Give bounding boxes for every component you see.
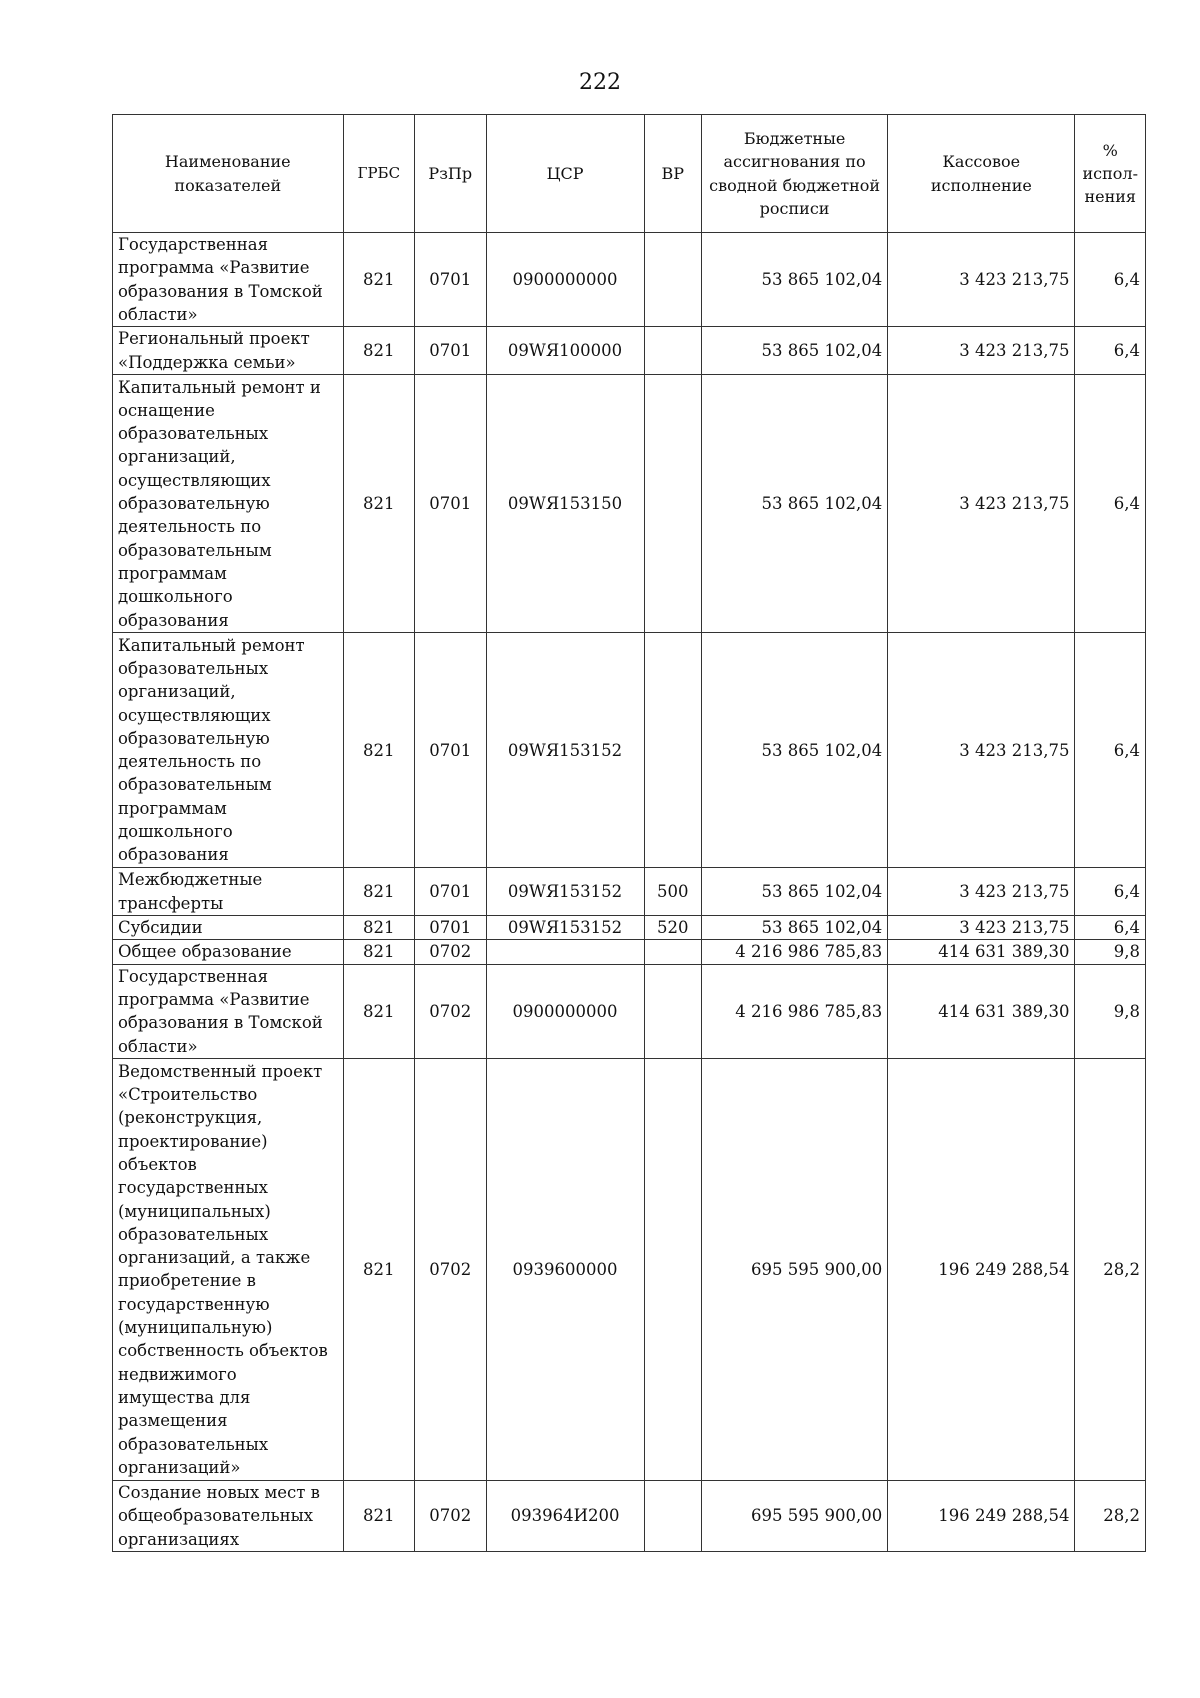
cell-assignments: 695 595 900,00 [701,1480,887,1551]
cell-vr: 520 [644,916,701,940]
table-row [113,940,1146,964]
cell-percent: 9,8 [1075,940,1146,964]
cell-rzpr: 0701 [415,327,486,375]
cell-csr: 0939600000 [486,1058,644,1480]
header-grbs: ГРБС [343,115,414,233]
cell-grbs: 821 [343,1058,414,1480]
cell-csr: 0900000000 [486,964,644,1058]
cell-rzpr: 0701 [415,916,486,940]
cell-csr: 09WЯ153152 [486,633,644,868]
cell-percent: 28,2 [1075,1480,1146,1551]
cell-assignments: 53 865 102,04 [701,327,887,375]
cell-name: Создание новых мест в общеобразовательных организациях [113,1480,344,1551]
cell-rzpr: 0701 [415,633,486,868]
table-row [113,964,1146,1058]
cell-name: Государственная программа «Развитие образования в Томской области» [113,233,344,327]
cell-assignments: 53 865 102,04 [701,375,887,633]
cell-cash-execution: 196 249 288,54 [888,1480,1075,1551]
cell-vr [644,233,701,327]
cell-vr [644,327,701,375]
table-header-row [113,115,1146,233]
cell-percent: 6,4 [1075,233,1146,327]
cell-percent: 6,4 [1075,633,1146,868]
cell-grbs: 821 [343,1480,414,1551]
table-row [113,1480,1146,1551]
table-row [113,375,1146,633]
cell-csr: 09WЯ153152 [486,916,644,940]
header-percent-execution: % испол-нения [1075,115,1146,233]
cell-assignments: 53 865 102,04 [701,868,887,916]
cell-name: Общее образование [113,940,344,964]
cell-rzpr: 0701 [415,375,486,633]
header-cash-execution: Кассовое исполнение [888,115,1075,233]
cell-vr: 500 [644,868,701,916]
cell-csr: 09WЯ153152 [486,868,644,916]
cell-vr [644,375,701,633]
cell-percent: 6,4 [1075,375,1146,633]
cell-assignments: 53 865 102,04 [701,233,887,327]
table-row [113,233,1146,327]
cell-name: Региональный проект «Поддержка семьи» [113,327,344,375]
cell-name: Капитальный ремонт и оснащение образовательных организаций, осуществляющих образовательную деятельность по образовательным программам дошкольного образования [113,375,344,633]
cell-vr [644,964,701,1058]
cell-name: Межбюджетные трансферты [113,868,344,916]
cell-rzpr: 0701 [415,868,486,916]
cell-cash-execution: 3 423 213,75 [888,327,1075,375]
cell-grbs: 821 [343,940,414,964]
cell-cash-execution: 196 249 288,54 [888,1058,1075,1480]
cell-cash-execution: 3 423 213,75 [888,868,1075,916]
cell-percent: 6,4 [1075,327,1146,375]
cell-cash-execution: 3 423 213,75 [888,233,1075,327]
cell-rzpr: 0702 [415,1058,486,1480]
cell-percent: 6,4 [1075,916,1146,940]
table-row [113,327,1146,375]
cell-csr [486,940,644,964]
cell-cash-execution: 3 423 213,75 [888,916,1075,940]
cell-cash-execution: 3 423 213,75 [888,633,1075,868]
cell-percent: 9,8 [1075,964,1146,1058]
cell-cash-execution: 414 631 389,30 [888,964,1075,1058]
cell-csr: 093964И200 [486,1480,644,1551]
header-name: Наименование показателей [113,115,344,233]
cell-vr [644,1058,701,1480]
cell-name: Государственная программа «Развитие образования в Томской области» [113,964,344,1058]
cell-percent: 28,2 [1075,1058,1146,1480]
cell-percent: 6,4 [1075,868,1146,916]
page-number: 222 [579,70,621,95]
cell-grbs: 821 [343,868,414,916]
cell-grbs: 821 [343,327,414,375]
cell-assignments: 4 216 986 785,83 [701,940,887,964]
cell-vr [644,940,701,964]
cell-cash-execution: 3 423 213,75 [888,375,1075,633]
cell-grbs: 821 [343,233,414,327]
table-row [113,1058,1146,1480]
cell-csr: 09WЯ153150 [486,375,644,633]
budget-table [112,114,1146,1552]
header-vr: ВР [644,115,701,233]
cell-rzpr: 0702 [415,940,486,964]
cell-rzpr: 0701 [415,233,486,327]
cell-grbs: 821 [343,916,414,940]
cell-name: Капитальный ремонт образовательных организаций, осуществляющих образовательную деятельность по образовательным программам дошкольного образования [113,633,344,868]
cell-assignments: 53 865 102,04 [701,633,887,868]
cell-assignments: 4 216 986 785,83 [701,964,887,1058]
cell-grbs: 821 [343,633,414,868]
cell-rzpr: 0702 [415,1480,486,1551]
header-rzpr: РзПр [415,115,486,233]
cell-name: Ведомственный проект «Строительство (реконструкция, проектирование) объектов государственных (муниципальных) образовательных организаций, а также приобретение в государственную (муниципальную) собственность объектов недвижимого имущества для размещения образовательных организаций» [113,1058,344,1480]
cell-rzpr: 0702 [415,964,486,1058]
cell-vr [644,1480,701,1551]
cell-assignments: 695 595 900,00 [701,1058,887,1480]
cell-grbs: 821 [343,375,414,633]
header-assignments: Бюджетные ассигнования по сводной бюджетной росписи [701,115,887,233]
cell-grbs: 821 [343,964,414,1058]
cell-csr: 0900000000 [486,233,644,327]
cell-name: Субсидии [113,916,344,940]
table-row [113,868,1146,916]
table-row [113,633,1146,868]
cell-vr [644,633,701,868]
table-row [113,916,1146,940]
cell-csr: 09WЯ100000 [486,327,644,375]
cell-assignments: 53 865 102,04 [701,916,887,940]
header-csr: ЦСР [486,115,644,233]
cell-cash-execution: 414 631 389,30 [888,940,1075,964]
